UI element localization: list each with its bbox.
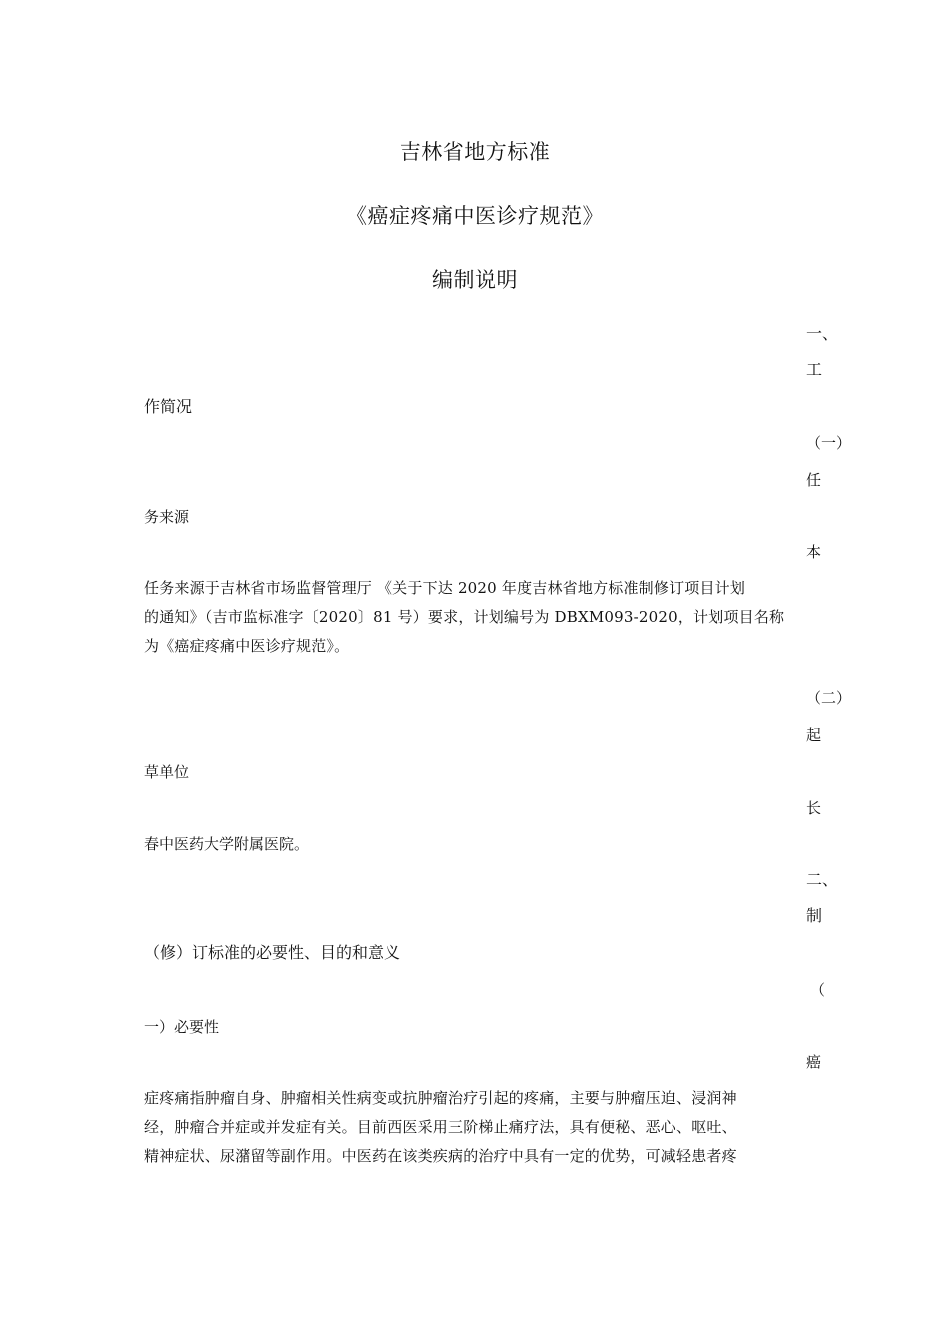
section-2-number: 二、 bbox=[806, 870, 839, 889]
subsection-1-paragraph bbox=[144, 574, 814, 661]
subsection-2-heading: 草单位 bbox=[144, 763, 190, 781]
subsection-1-para-first-char: 本 bbox=[806, 543, 822, 561]
section-2-heading-char: 制 bbox=[806, 906, 823, 925]
subsection-2-paragraph: 春中医药大学附属医院。 bbox=[144, 835, 310, 853]
subsection-3-para-first-char: 癌 bbox=[806, 1053, 822, 1071]
subsection-3-paragraph bbox=[144, 1084, 814, 1171]
document-subtitle: 《癌症疼痛中医诊疗规范》 bbox=[346, 204, 604, 228]
paragraph-line: 经，肿瘤合并症或并发症有关。目前西医采用三阶梯止痛疗法，具有便秘、恶心、呕吐、 bbox=[144, 1118, 737, 1136]
section-1-heading: 作简况 bbox=[144, 397, 193, 416]
subsection-1-number: （一） bbox=[806, 434, 852, 452]
section-1-heading-char: 工 bbox=[806, 360, 823, 379]
paragraph-line: 症疼痛指肿瘤自身、肿瘤相关性病变或抗肿瘤治疗引起的疼痛，主要与肿瘤压迫、浸润神 bbox=[144, 1089, 737, 1107]
subsection-1-heading-char: 任 bbox=[806, 471, 822, 489]
paragraph-line: 任务来源于吉林省市场监督管理厅 《关于下达 2020 年度吉林省地方标准制修订项目计划 bbox=[144, 579, 746, 597]
subsection-2-para-first-char: 长 bbox=[806, 799, 822, 817]
subsection-3-heading: 一）必要性 bbox=[144, 1018, 220, 1036]
subsection-1-heading: 务来源 bbox=[144, 508, 190, 526]
paragraph-line: 为《癌症疼痛中医诊疗规范》。 bbox=[144, 637, 350, 655]
paragraph-line: 精神症状、尿潴留等副作用。中医药在该类疾病的治疗中具有一定的优势，可减轻患者疼 bbox=[144, 1147, 737, 1165]
document-title: 吉林省地方标准 bbox=[399, 140, 551, 164]
paragraph-line: 的通知》（吉市监标准字〔2020〕81 号）要求，计划编号为 DBXM093-2020，计划项目名称 bbox=[144, 608, 785, 626]
section-2-heading: （修）订标准的必要性、目的和意义 bbox=[144, 943, 401, 962]
subsection-2-heading-char: 起 bbox=[806, 726, 822, 744]
subsection-3-number: （ bbox=[810, 981, 826, 999]
document-subtitle-note: 编制说明 bbox=[432, 268, 518, 292]
subsection-2-number: （二） bbox=[806, 689, 852, 707]
section-1-number: 一、 bbox=[806, 324, 839, 343]
